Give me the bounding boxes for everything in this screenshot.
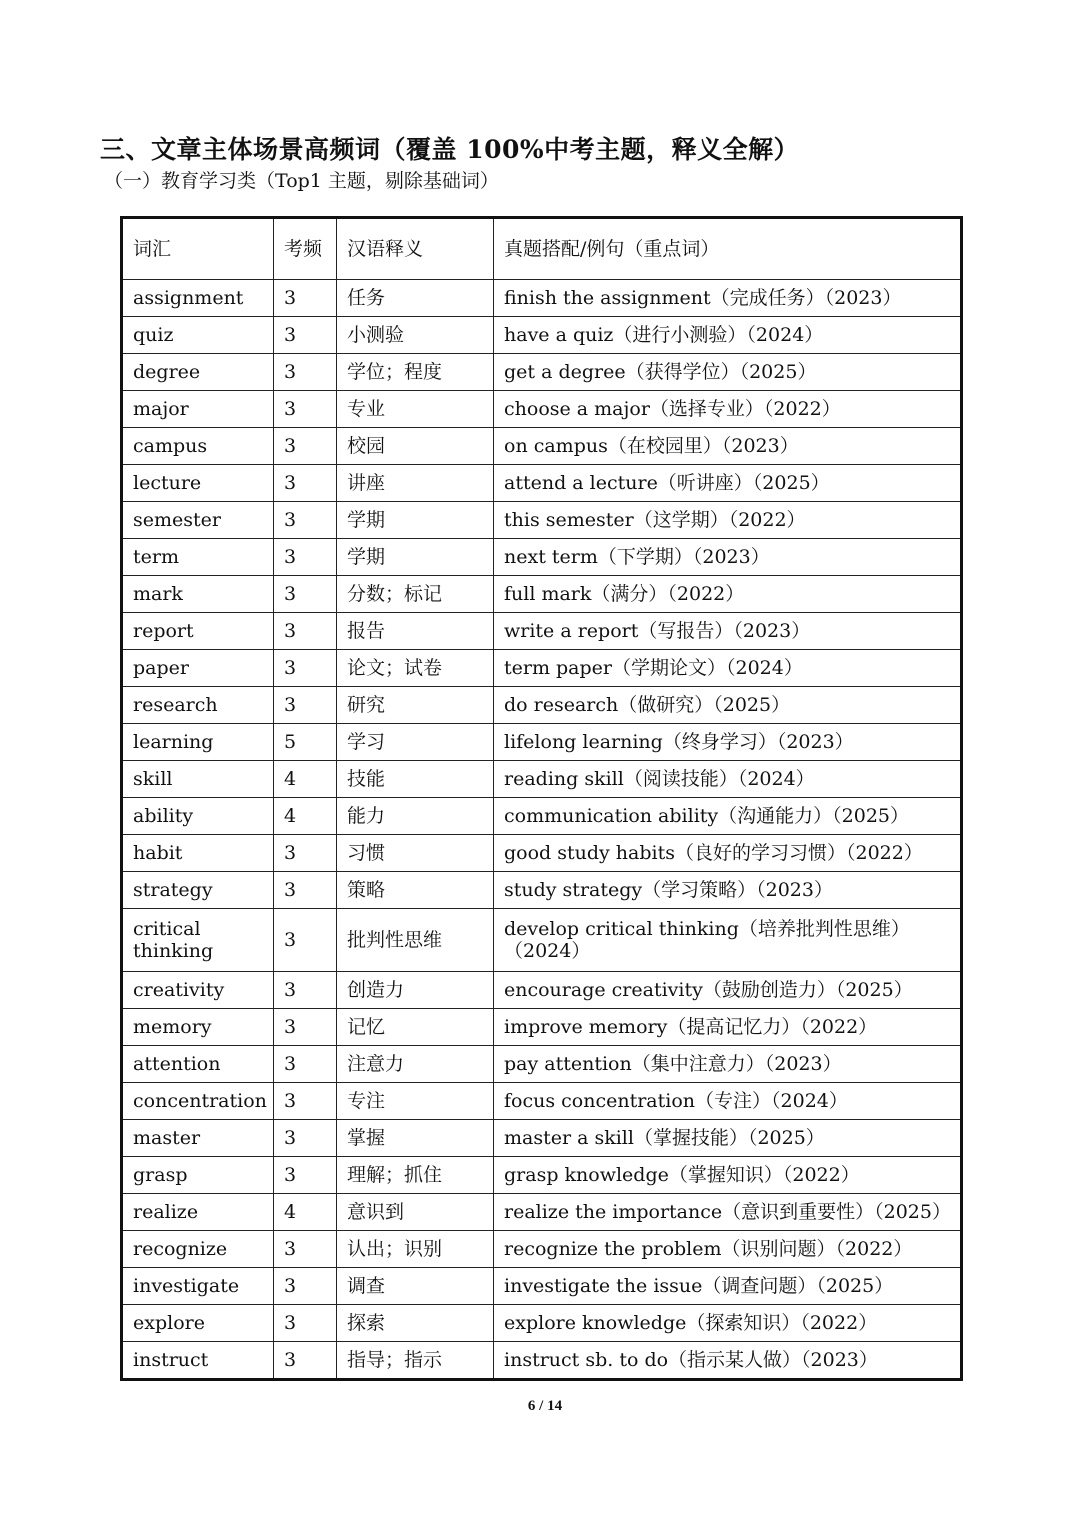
word-cell: ability [122,798,274,835]
table-row [122,1009,962,1046]
table-row [122,502,962,539]
example-cell: reading skill（阅读技能）（2024） [494,761,962,798]
meaning-cell: 技能 [337,761,494,798]
word-cell: campus [122,428,274,465]
example-cell: on campus（在校园里）（2023） [494,428,962,465]
table-row [122,391,962,428]
table-row [122,428,962,465]
table-row [122,909,962,972]
example-cell: master a skill（掌握技能）（2025） [494,1120,962,1157]
word-cell: report [122,613,274,650]
frequency-cell: 5 [274,724,337,761]
word-cell: investigate [122,1268,274,1305]
example-cell: do research（做研究）（2025） [494,687,962,724]
meaning-cell: 专业 [337,391,494,428]
frequency-cell: 3 [274,539,337,576]
table-row [122,687,962,724]
meaning-cell: 任务 [337,280,494,317]
meaning-cell: 讲座 [337,465,494,502]
example-cell: instruct sb. to do（指示某人做）（2023） [494,1342,962,1380]
frequency-cell: 4 [274,761,337,798]
meaning-cell: 学习 [337,724,494,761]
meaning-cell: 意识到 [337,1194,494,1231]
table-row [122,465,962,502]
table-row [122,576,962,613]
meaning-cell: 策略 [337,872,494,909]
table-header-row [122,218,962,280]
table-body [122,280,962,1380]
meaning-cell: 小测验 [337,317,494,354]
frequency-cell: 3 [274,909,337,972]
example-cell: good study habits（良好的学习习惯）（2022） [494,835,962,872]
frequency-cell: 3 [274,1305,337,1342]
header-example: 真题搭配/例句（重点词） [494,218,962,280]
meaning-cell: 理解；抓住 [337,1157,494,1194]
example-cell: develop critical thinking（培养批判性思维）（2024） [494,909,962,972]
word-cell: skill [122,761,274,798]
word-cell: memory [122,1009,274,1046]
frequency-cell: 3 [274,465,337,502]
frequency-cell: 4 [274,1194,337,1231]
meaning-cell: 认出；识别 [337,1231,494,1268]
table-row [122,835,962,872]
table-row [122,1305,962,1342]
example-cell: pay attention（集中注意力）（2023） [494,1046,962,1083]
frequency-cell: 3 [274,317,337,354]
table-row [122,1342,962,1380]
word-cell: paper [122,650,274,687]
example-cell: term paper（学期论文）（2024） [494,650,962,687]
word-cell: degree [122,354,274,391]
example-cell: attend a lecture（听讲座）（2025） [494,465,962,502]
word-cell: term [122,539,274,576]
example-cell: write a report（写报告）（2023） [494,613,962,650]
meaning-cell: 研究 [337,687,494,724]
frequency-cell: 3 [274,428,337,465]
table-row [122,724,962,761]
word-cell: instruct [122,1342,274,1380]
header-meaning: 汉语释义 [337,218,494,280]
frequency-cell: 3 [274,835,337,872]
meaning-cell: 论文；试卷 [337,650,494,687]
word-cell: master [122,1120,274,1157]
meaning-cell: 学位；程度 [337,354,494,391]
word-cell: concentration [122,1083,274,1120]
example-cell: focus concentration（专注）（2024） [494,1083,962,1120]
table-row [122,650,962,687]
example-cell: full mark（满分）（2022） [494,576,962,613]
frequency-cell: 3 [274,613,337,650]
table-row [122,1194,962,1231]
table-row [122,354,962,391]
example-cell: communication ability（沟通能力）（2025） [494,798,962,835]
table-row [122,613,962,650]
word-cell: recognize [122,1231,274,1268]
header-frequency: 考频 [274,218,337,280]
meaning-cell: 记忆 [337,1009,494,1046]
frequency-cell: 3 [274,1268,337,1305]
table-row [122,317,962,354]
frequency-cell: 3 [274,1342,337,1380]
table-row [122,1231,962,1268]
table-row [122,761,962,798]
table-row [122,280,962,317]
frequency-cell: 3 [274,872,337,909]
word-cell: creativity [122,972,274,1009]
meaning-cell: 掌握 [337,1120,494,1157]
frequency-cell: 3 [274,650,337,687]
word-cell: learning [122,724,274,761]
frequency-cell: 3 [274,576,337,613]
meaning-cell: 报告 [337,613,494,650]
meaning-cell: 校园 [337,428,494,465]
meaning-cell: 调查 [337,1268,494,1305]
example-cell: explore knowledge（探索知识）（2022） [494,1305,962,1342]
word-cell: assignment [122,280,274,317]
table-row [122,1120,962,1157]
vocabulary-table [120,216,963,1381]
word-cell: quiz [122,317,274,354]
example-cell: study strategy（学习策略）（2023） [494,872,962,909]
word-cell: explore [122,1305,274,1342]
frequency-cell: 3 [274,1009,337,1046]
frequency-cell: 3 [274,391,337,428]
word-cell: research [122,687,274,724]
table-row [122,1083,962,1120]
word-cell: major [122,391,274,428]
frequency-cell: 3 [274,354,337,391]
subsection-heading: （一）教育学习类（Top1 主题，剔除基础词） [104,170,499,192]
table-row [122,972,962,1009]
example-cell: investigate the issue（调查问题）（2025） [494,1268,962,1305]
meaning-cell: 学期 [337,539,494,576]
meaning-cell: 分数；标记 [337,576,494,613]
table-row [122,1268,962,1305]
frequency-cell: 4 [274,798,337,835]
meaning-cell: 专注 [337,1083,494,1120]
word-cell: realize [122,1194,274,1231]
meaning-cell: 能力 [337,798,494,835]
meaning-cell: 注意力 [337,1046,494,1083]
frequency-cell: 3 [274,502,337,539]
frequency-cell: 3 [274,1157,337,1194]
meaning-cell: 创造力 [337,972,494,1009]
example-cell: have a quiz（进行小测验）（2024） [494,317,962,354]
example-cell: choose a major（选择专业）（2022） [494,391,962,428]
word-cell: semester [122,502,274,539]
example-cell: grasp knowledge（掌握知识）（2022） [494,1157,962,1194]
word-cell: attention [122,1046,274,1083]
example-cell: finish the assignment（完成任务）（2023） [494,280,962,317]
word-cell: critical thinking [122,909,274,972]
meaning-cell: 学期 [337,502,494,539]
frequency-cell: 3 [274,687,337,724]
frequency-cell: 3 [274,972,337,1009]
table-row [122,872,962,909]
example-cell: lifelong learning（终身学习）（2023） [494,724,962,761]
meaning-cell: 批判性思维 [337,909,494,972]
word-cell: habit [122,835,274,872]
section-heading: 三、文章主体场景高频词（覆盖 100%中考主题，释义全解） [100,135,800,164]
example-cell: get a degree（获得学位）（2025） [494,354,962,391]
frequency-cell: 3 [274,1120,337,1157]
word-cell: lecture [122,465,274,502]
example-cell: next term（下学期）（2023） [494,539,962,576]
frequency-cell: 3 [274,1231,337,1268]
table-row [122,1046,962,1083]
word-cell: grasp [122,1157,274,1194]
example-cell: recognize the problem（识别问题）（2022） [494,1231,962,1268]
meaning-cell: 指导；指示 [337,1342,494,1380]
word-cell: mark [122,576,274,613]
example-cell: this semester（这学期）（2022） [494,502,962,539]
table-row [122,798,962,835]
page-number: 6 / 14 [527,1398,563,1414]
header-word: 词汇 [122,218,274,280]
meaning-cell: 习惯 [337,835,494,872]
example-cell: realize the importance（意识到重要性）（2025） [494,1194,962,1231]
frequency-cell: 3 [274,1046,337,1083]
table-row [122,539,962,576]
meaning-cell: 探索 [337,1305,494,1342]
frequency-cell: 3 [274,1083,337,1120]
frequency-cell: 3 [274,280,337,317]
table-row [122,1157,962,1194]
example-cell: encourage creativity（鼓励创造力）（2025） [494,972,962,1009]
word-cell: strategy [122,872,274,909]
example-cell: improve memory（提高记忆力）（2022） [494,1009,962,1046]
